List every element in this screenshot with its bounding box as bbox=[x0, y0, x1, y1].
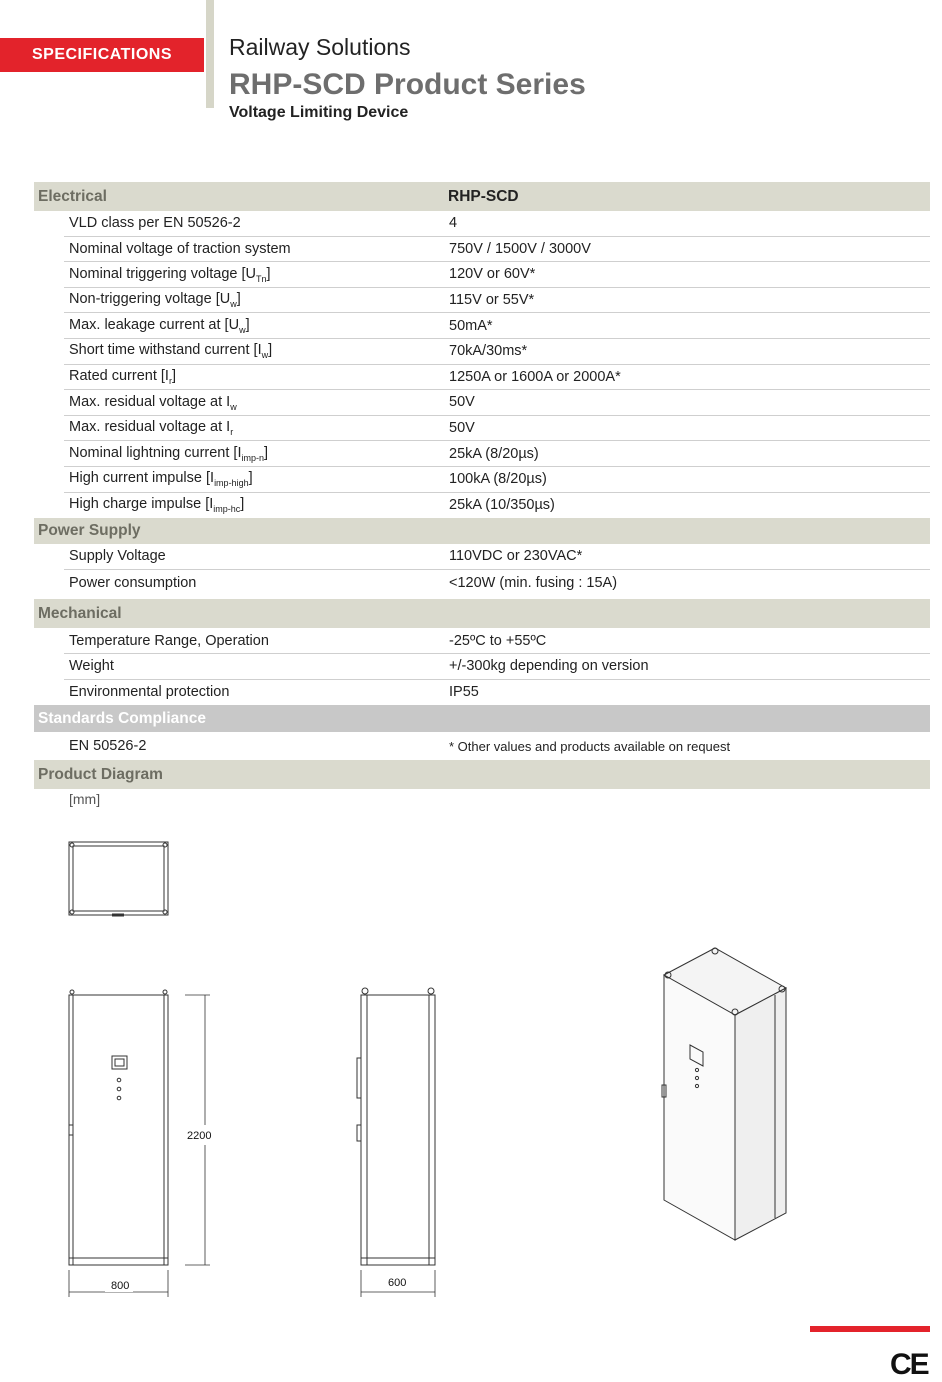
isometric-view-drawing bbox=[662, 948, 786, 1240]
row-label-text: Nominal voltage of traction system bbox=[69, 240, 291, 257]
row-value: +/-300kg depending on version bbox=[449, 658, 649, 675]
row-label-text: High charge impulse [I bbox=[69, 496, 214, 513]
row-label-text: Nominal lightning current [I bbox=[69, 444, 242, 461]
row-label-suffix: ] bbox=[171, 367, 176, 384]
row-label-suffix: ] bbox=[266, 265, 271, 282]
row-label-subscript: imp-high bbox=[214, 478, 249, 489]
top-view-drawing bbox=[69, 842, 168, 915]
page-title: RHP-SCD Product Series bbox=[229, 68, 586, 101]
footer-accent-line bbox=[810, 1326, 930, 1332]
row-value: 4 bbox=[449, 215, 458, 232]
row-label-suffix: ] bbox=[236, 291, 241, 308]
header-description: Voltage Limiting Device bbox=[229, 104, 409, 121]
section-title: Mechanical bbox=[38, 604, 122, 622]
side-view-drawing bbox=[357, 988, 435, 1297]
dimension-depth: 600 bbox=[388, 1277, 407, 1289]
row-label-subscript: imp-hc bbox=[213, 504, 241, 515]
row-value: 50mA* bbox=[449, 317, 493, 334]
row-label-suffix: ] bbox=[264, 444, 269, 461]
ce-mark-icon: CE bbox=[890, 1348, 928, 1381]
row-value: 115V or 55V* bbox=[449, 292, 535, 309]
row-label-text: Max. residual voltage at I bbox=[69, 393, 231, 410]
row-value: 750V / 1500V / 3000V bbox=[449, 240, 591, 257]
row-value: <120W (min. fusing : 15A) bbox=[449, 574, 618, 591]
row-label-subscript: r bbox=[230, 426, 234, 437]
row-label-suffix: ] bbox=[240, 496, 245, 513]
row-value: 50V bbox=[449, 420, 475, 437]
row-label-subscript: w bbox=[230, 299, 237, 310]
row-label-subscript: imp-n bbox=[241, 452, 264, 463]
row-label-subscript: w bbox=[239, 324, 246, 335]
row-value: 110VDC or 230VAC* bbox=[449, 548, 583, 565]
row-value: 100kA (8/20µs) bbox=[449, 471, 547, 488]
row-label-text: Temperature Range, Operation bbox=[69, 632, 269, 649]
row-value: 25kA (8/20µs) bbox=[449, 445, 539, 462]
row-label-subscript: r bbox=[168, 375, 172, 386]
section-title: Product Diagram bbox=[38, 765, 163, 783]
row-value: -25ºC to +55ºC bbox=[449, 632, 547, 649]
row-label-text: Nominal triggering voltage [U bbox=[69, 265, 256, 282]
row-label-text: Short time withstand current [I bbox=[69, 342, 262, 359]
row-label-subscript: w bbox=[230, 401, 237, 412]
row-label: EN 50526-2 bbox=[69, 738, 147, 755]
row-value: 70kA/30ms* bbox=[449, 343, 528, 360]
row-label-text: Non-triggering voltage [U bbox=[69, 291, 231, 308]
header-subtitle: Railway Solutions bbox=[229, 34, 411, 60]
section-title: Power Supply bbox=[38, 522, 141, 540]
row-label-text: Supply Voltage bbox=[69, 548, 166, 565]
footnote: * Other values and products available on request bbox=[449, 738, 731, 754]
column-header: RHP-SCD bbox=[448, 187, 519, 205]
row-label-text: VLD class per EN 50526-2 bbox=[69, 215, 241, 232]
row-label-text: High current impulse [I bbox=[69, 470, 215, 487]
row-value: 25kA (10/350µs) bbox=[449, 497, 555, 514]
row-label-text: Max. leakage current at [U bbox=[69, 316, 240, 333]
front-view-drawing bbox=[69, 990, 210, 1297]
row-label-text: Environmental protection bbox=[69, 684, 230, 701]
row-label-suffix: ] bbox=[248, 470, 253, 487]
unit-label: [mm] bbox=[69, 791, 101, 807]
section-title: Electrical bbox=[38, 187, 107, 205]
row-label-subscript: Tn bbox=[255, 273, 267, 284]
dimension-height: 2200 bbox=[187, 1130, 212, 1142]
row-value: 1250A or 1600A or 2000A* bbox=[449, 368, 621, 385]
specifications-badge: SPECIFICATIONS bbox=[0, 38, 204, 72]
row-label-suffix: ] bbox=[268, 342, 273, 359]
row-value: 120V or 60V* bbox=[449, 266, 536, 283]
row-label-text: Max. residual voltage at I bbox=[69, 419, 231, 436]
dimension-width: 800 bbox=[111, 1280, 130, 1292]
row-label-subscript: w bbox=[261, 350, 269, 361]
row-label-text: Power consumption bbox=[69, 574, 197, 591]
row-value: IP55 bbox=[449, 684, 479, 701]
row-value: 50V bbox=[449, 394, 475, 411]
row-label-suffix: ] bbox=[245, 316, 250, 333]
row-label-text: Rated current [I bbox=[69, 367, 169, 384]
section-title: Standards Compliance bbox=[38, 709, 206, 727]
row-label-text: Weight bbox=[69, 658, 114, 675]
